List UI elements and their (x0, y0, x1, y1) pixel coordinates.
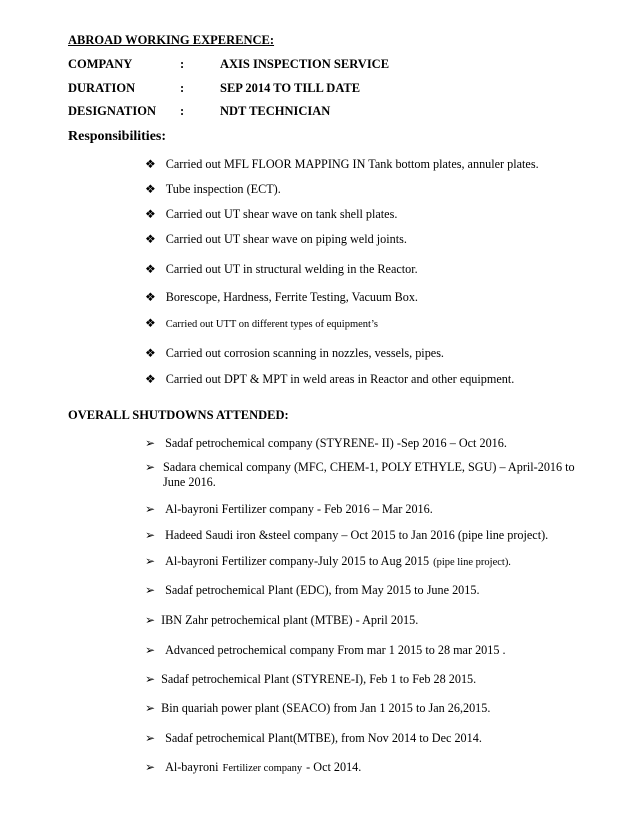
list-item: ❖ Tube inspection (ECT). (145, 182, 281, 196)
section-title-experience: ABROAD WORKING EXPERENCE: (68, 33, 275, 47)
company-label: COMPANY (68, 57, 133, 71)
arrow-bullet-icon: ➢ (145, 760, 156, 774)
arrow-bullet-icon: ➢ (145, 460, 156, 474)
list-item: ➢ Sadaf petrochemical Plant (EDC), from May 2015 to June 2015. (145, 583, 480, 597)
colon: : (180, 81, 185, 95)
arrow-bullet-icon: ➢ (145, 643, 156, 657)
list-item: ❖ Carried out UT shear wave on tank shell plates. (145, 207, 398, 221)
diamond-bullet-icon: ❖ (145, 290, 156, 304)
duration-label: DURATION (68, 81, 136, 95)
diamond-bullet-icon: ❖ (145, 346, 156, 360)
section-title-shutdowns: OVERALL SHUTDOWNS ATTENDED: (68, 408, 289, 422)
list-item: ➢ IBN Zahr petrochemical plant (MTBE) - April 2015. (145, 613, 419, 627)
colon: : (180, 104, 185, 118)
list-item: ➢ Bin quariah power plant (SEACO) from Jan 1 2015 to Jan 26,2015. (145, 701, 491, 715)
list-item: ❖ Carried out MFL FLOOR MAPPING IN Tank bottom plates, annuler plates. (145, 157, 539, 171)
arrow-bullet-icon: ➢ (145, 502, 156, 516)
list-item: ➢ Sadaf petrochemical Plant(MTBE), from Nov 2014 to Dec 2014. (145, 731, 482, 745)
colon: : (180, 57, 185, 71)
list-item: ➢ Al-bayroni Fertilizer company - Oct 2014. (145, 760, 362, 774)
arrow-bullet-icon: ➢ (145, 672, 156, 686)
company-value: AXIS INSPECTION SERVICE (220, 57, 390, 71)
list-item: ❖ Carried out DPT & MPT in weld areas in Reactor and other equipment. (145, 372, 515, 386)
list-item: ➢ Al-bayroni Fertilizer company - Feb 2016 – Mar 2016. (145, 502, 433, 516)
list-item: ❖ Carried out UTT on different types of equipment’s (145, 316, 378, 330)
arrow-bullet-icon: ➢ (145, 528, 156, 542)
list-item: ➢ Sadaf petrochemical Plant (STYRENE-I), Feb 1 to Feb 28 2015. (145, 672, 477, 686)
arrow-bullet-icon: ➢ (145, 701, 156, 715)
diamond-bullet-icon: ❖ (145, 182, 156, 196)
diamond-bullet-icon: ❖ (145, 262, 156, 276)
designation-label: DESIGNATION (68, 104, 156, 118)
designation-value: NDT TECHNICIAN (220, 104, 331, 118)
list-item: ➢ Al-bayroni Fertilizer company-July 2015 to Aug 2015 (pipe line project). (145, 554, 511, 568)
list-item: ❖ Carried out corrosion scanning in nozzles, vessels, pipes. (145, 346, 444, 360)
arrow-bullet-icon: ➢ (145, 613, 156, 627)
responsibilities-title: Responsibilities: (68, 129, 167, 144)
arrow-bullet-icon: ➢ (145, 583, 156, 597)
diamond-bullet-icon: ❖ (145, 207, 156, 221)
list-item: ❖ Carried out UT shear wave on piping weld joints. (145, 232, 407, 246)
list-item: ➢ Hadeed Saudi iron &steel company – Oct 2015 to Jan 2016 (pipe line project). (145, 528, 549, 542)
diamond-bullet-icon: ❖ (145, 157, 156, 171)
diamond-bullet-icon: ❖ (145, 316, 156, 330)
list-item: ➢ Sadaf petrochemical company (STYRENE- II) -Sep 2016 – Oct 2016. (145, 436, 507, 450)
list-item: ➢ Sadara chemical company (MFC, CHEM-1, POLY ETHYLE, SGU) – April-2016 to June 2016. (145, 460, 575, 489)
diamond-bullet-icon: ❖ (145, 232, 156, 246)
arrow-bullet-icon: ➢ (145, 554, 156, 568)
list-item: ❖ Borescope, Hardness, Ferrite Testing, Vacuum Box. (145, 290, 418, 304)
list-item: ➢ Advanced petrochemical company From mar 1 2015 to 28 mar 2015 . (145, 643, 506, 657)
arrow-bullet-icon: ➢ (145, 436, 156, 450)
diamond-bullet-icon: ❖ (145, 372, 156, 386)
duration-value: SEP 2014 TO TILL DATE (220, 81, 361, 95)
list-item: ❖ Carried out UT in structural welding in the Reactor. (145, 262, 418, 276)
arrow-bullet-icon: ➢ (145, 731, 156, 745)
